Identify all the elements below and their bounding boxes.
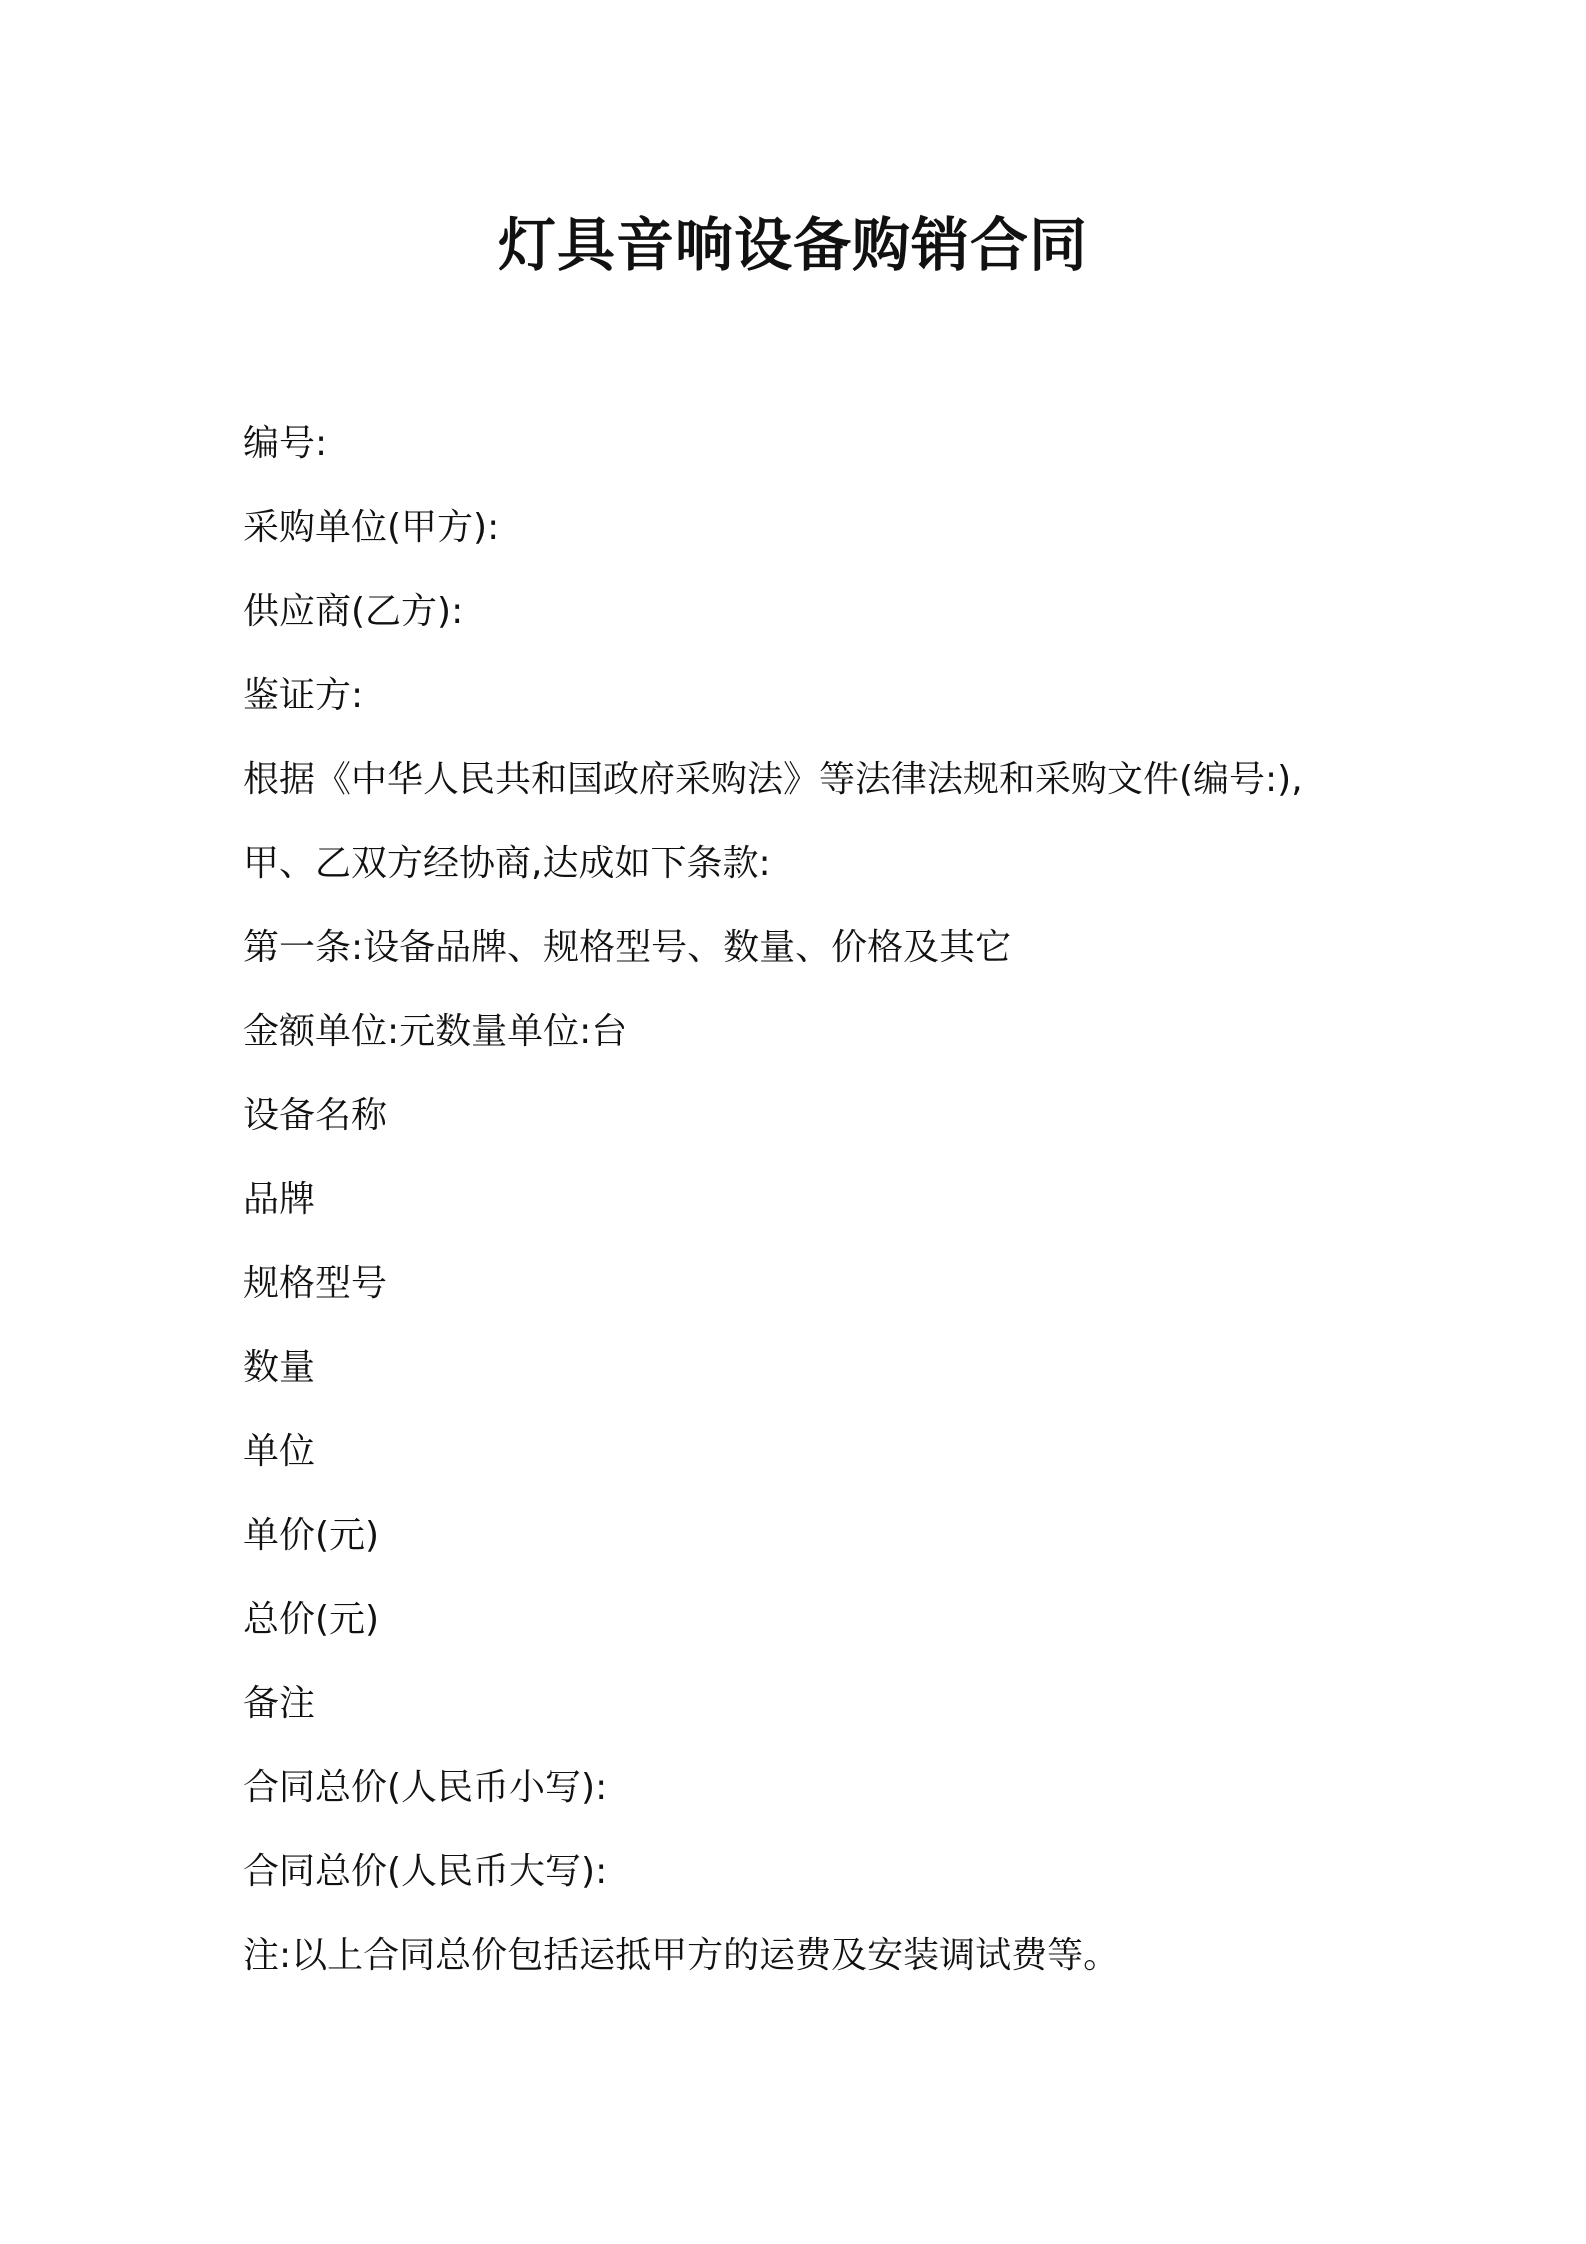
field-equipment-name: 设备名称 [243,1095,388,1136]
document-title: 灯具音响设备购销合同 [497,211,1088,279]
field-specification: 规格型号 [243,1263,388,1304]
field-unit-price: 单价(元) [243,1515,380,1556]
legal-basis-line: 根据《中华人民共和国政府采购法》等法律法规和采购文件(编号:), [243,759,1303,800]
total-uppercase-line: 合同总价(人民币大写): [243,1851,608,1892]
field-unit: 单位 [243,1431,316,1472]
purchaser-line: 采购单位(甲方): [243,507,500,548]
units-line: 金额单位:元数量单位:台 [243,1011,628,1052]
agreement-line: 甲、乙双方经协商,达成如下条款: [243,843,771,884]
field-total-price: 总价(元) [243,1599,380,1640]
supplier-line: 供应商(乙方): [243,591,464,632]
article-one-line: 第一条:设备品牌、规格型号、数量、价格及其它 [243,927,1012,968]
note-line: 注:以上合同总价包括运抵甲方的运费及安装调试费等。 [243,1935,1120,1976]
field-quantity: 数量 [243,1347,316,1388]
document-body [243,402,1443,1998]
total-lowercase-line: 合同总价(人民币小写): [243,1767,608,1808]
field-brand: 品牌 [243,1179,316,1220]
witness-line: 鉴证方: [243,675,364,716]
contract-number-line: 编号: [243,423,328,464]
field-remarks: 备注 [243,1683,316,1724]
